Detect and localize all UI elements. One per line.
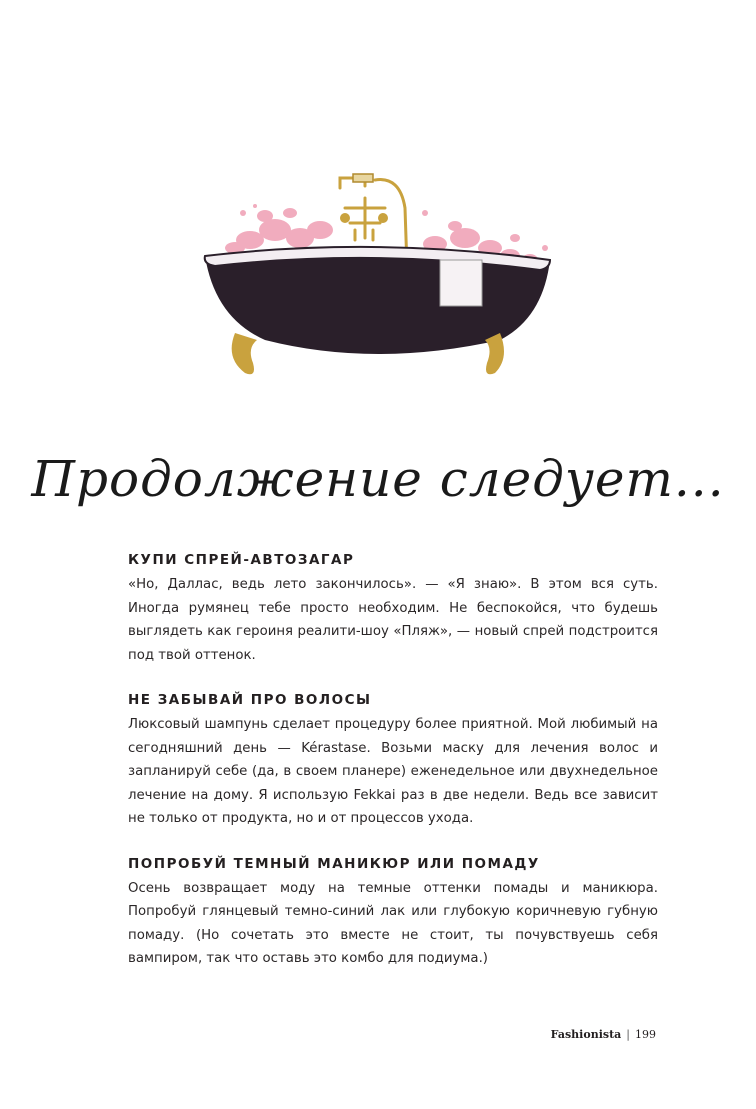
page-footer [551,1028,656,1041]
section-heading: КУПИ СПРЕЙ-АВТОЗАГАР [128,552,355,568]
footer-separator: | [626,1028,630,1041]
section-dark-manicure [128,856,658,971]
section-heading: НЕ ЗАБЫВАЙ ПРО ВОЛОСЫ [128,692,372,708]
section-heading: ПОПРОБУЙ ТЕМНЫЙ МАНИКЮР ИЛИ ПОМАДУ [128,855,540,872]
article-body [128,552,658,996]
section-spray-tan [128,552,658,667]
section-text: «Но, Даллас, ведь лето закончилось». — «Я знаю». В этом вся суть. Иногда румянец тебе просто необходим. Не беспокойся, что будешь выглядеть как героиня реалити-шоу «Пляж», — новый спрей подстроится под твой оттенок. [128,577,658,663]
book-title: Fashionista [550,1028,622,1041]
section-text: Люксовый шампунь сделает процедуру более приятной. Мой любимый на сегодняшний день — Kérastase. Возьми маску для лечения волос и запланируй себе (да, в своем планере) еженедельное или двухнедельное лечение на дому. Я использую Fekkai раз в две недели. Ведь все зависит не только от продукта, но и от процессов ухода. [128,717,658,826]
section-text: Осень возвращает моду на темные оттенки помады и маникюра. Попробуй глянцевый темно-синий лак или глубокую коричневую губную помаду. (Но сочетать это вместе не стоит, ты почувствуешь себя вампиром, так что оставь это комбо для подиума.) [128,880,658,966]
page-number: 199 [635,1028,656,1041]
towel [440,260,482,306]
page-title: Продолжение следует... [31,450,725,508]
clawfoot-bathtub-icon [195,168,560,393]
section-hair [128,692,658,831]
